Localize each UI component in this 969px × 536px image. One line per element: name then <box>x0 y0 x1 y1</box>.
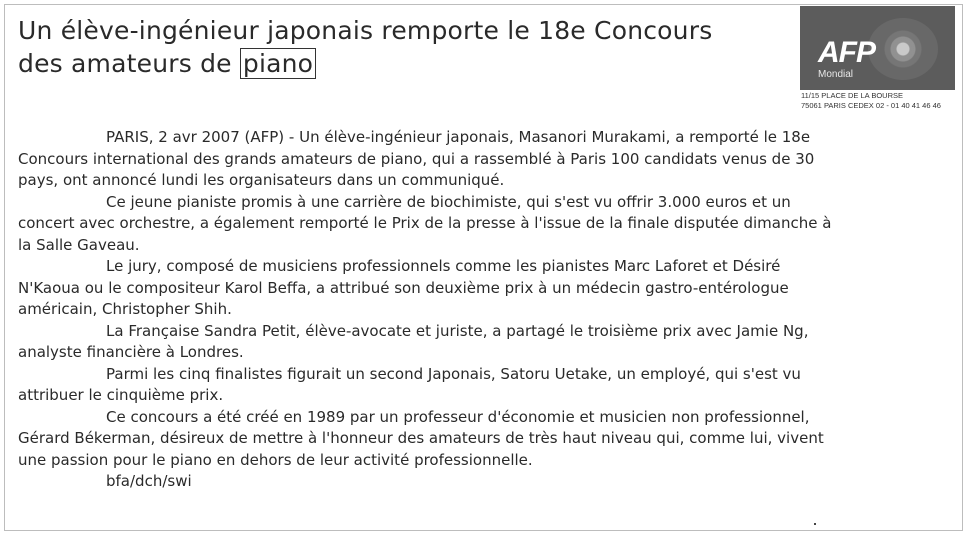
globe-dots-icon <box>868 18 938 80</box>
headline-line-1: Un élève-ingénieur japonais remporte le 18e Concours <box>18 16 713 45</box>
signature: bfa/dch/swi <box>106 472 192 490</box>
paragraph-4: La Française Sandra Petit, élève-avocate et juriste, a partagé le troisième prix avec Jamie Ng, analyste financière à Londres. <box>18 321 809 361</box>
afp-logo <box>800 6 955 90</box>
headline <box>18 14 798 80</box>
paragraph-6: Ce concours a été créé en 1989 par un professeur d'économie et musicien non professionnel, Gérard Békerman, désireux de mettre à l'honneur des amateurs de très haut niveau qui, comme lui, vivent une passion pour le piano en dehors de leur activité professionnelle. <box>18 407 824 469</box>
paragraph-5: Parmi les cinq finalistes figurait un second Japonais, Satoru Uetake, un employé, qui s'est vu attribuer le cinquième prix. <box>18 364 801 404</box>
agency-address <box>801 91 941 111</box>
logo-subtitle: Mondial <box>818 69 854 80</box>
article-body <box>18 127 833 493</box>
paragraph-1: PARIS, 2 avr 2007 (AFP) - Un élève-ingénieur japonais, Masanori Murakami, a remporté le 18e Concours international des grands amateurs de piano, qui a rassemblé à Paris 100 candidats venus de 30 pays, ont annoncé lundi les organisateurs dans un communiqué. <box>18 128 815 189</box>
paragraph-2: Ce jeune pianiste promis à une carrière de biochimiste, qui s'est vu offrir 3.000 euros et un concert avec orchestre, a également remporté le Prix de la presse à l'issue de la finale disputée dimanche à la Salle Gaveau. <box>18 192 832 254</box>
address-line-1: 11/15 PLACE DE LA BOURSE <box>801 91 903 100</box>
paragraph-3: Le jury, composé de musiciens professionnels comme les pianistes Marc Laforet et Désiré N'Kaoua ou le compositeur Karol Beffa, a attribué son deuxième prix à un médecin gastro-entérologue américain, Christopher Shih. <box>18 257 789 318</box>
headline-highlight: piano <box>240 48 316 79</box>
logo-brand: AFP <box>818 36 875 69</box>
headline-line-2: des amateurs de <box>18 49 240 78</box>
scan-speck <box>814 523 816 525</box>
address-line-2: 75061 PARIS CEDEX 02 - 01 40 41 46 46 <box>801 101 941 110</box>
